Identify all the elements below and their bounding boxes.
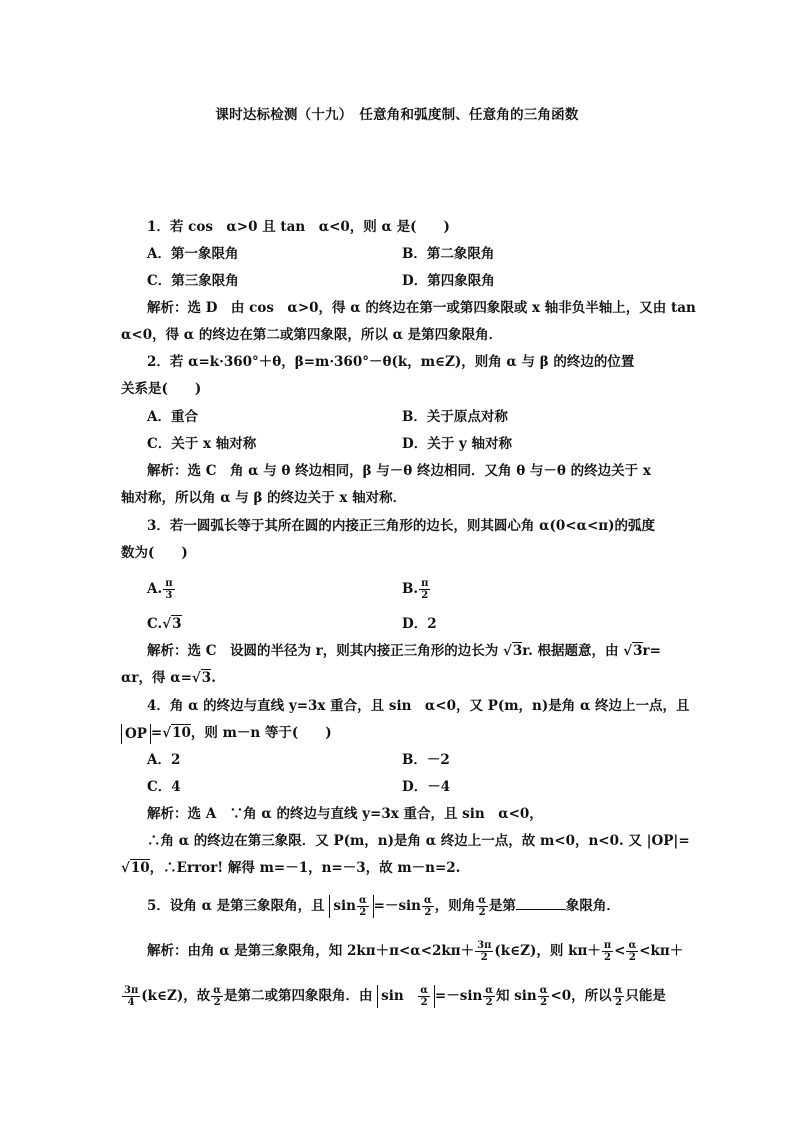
q3-option-d: D．2	[402, 616, 437, 632]
q2-option-d: D．关于 y 轴对称	[402, 436, 512, 452]
fraction: $\frac{\alpha}{2}$	[213, 985, 221, 1008]
q5-solution-line1: 解析：由角 α 是第三象限角，知 2kπ＋π<α<2kπ＋ $\frac{3\pi}{2}$ (k∈Z)，则 kπ＋ $\frac{\pi}{2}$ < $\frac{\alpha}{2}$ <kπ＋	[147, 940, 684, 963]
q1-stem: 1．若 cos α>0 且 tan α<0，则 α 是( )	[147, 219, 450, 235]
fraction: $\frac{\pi}{2}$	[421, 578, 429, 601]
fraction: $\frac{\alpha}{2}$	[539, 985, 548, 1008]
q1-option-d: D．第四象限角	[402, 273, 495, 289]
q3-stem-line2: 数为( )	[121, 545, 188, 561]
q1-solution-line2: α<0，得 α 的终边在第二或第四象限，所以 α 是第四象限角．	[121, 327, 503, 343]
q4-solution-line1: 解析：选 A ∵角 α 的终边与直线 y=3x 重合，且 sin α<0，	[147, 806, 543, 822]
fraction: $\frac{\alpha}{2}$	[420, 985, 428, 1008]
q2-stem-line1: 2．若 α=k·360°＋θ，β=m·360°－θ(k，m∈Z)，则角 α 与 β 的终边的位置	[147, 354, 635, 370]
q2-options-row2	[147, 434, 707, 454]
q4-options-row2	[147, 777, 707, 797]
q2-option-c: C．关于 x 轴对称	[147, 436, 257, 452]
q4-option-b: B．－2	[402, 752, 450, 768]
fraction: $\frac{\alpha}{2}$	[424, 895, 432, 918]
q4-option-a: A．2	[147, 752, 181, 768]
abs-sin-half-alpha: sin $\frac{\alpha}{2}$	[377, 985, 435, 1008]
q4-option-c: C．4	[147, 779, 181, 795]
fraction: $\frac{\alpha}{2}$	[485, 985, 493, 1008]
abs-sin-half-alpha: sin $\frac{\alpha}{2}$	[329, 895, 373, 918]
q1-options-row2	[147, 271, 707, 291]
q2-stem-line2: 关系是( )	[121, 381, 202, 397]
q5-stem: 5．设角 α 是第三象限角，且 sin $\frac{\alpha}{2}$ =－sin $\frac{\alpha}{2}$ ，则角 $\frac{\alpha}{2}$ 是第 象限角．	[147, 895, 620, 918]
fraction: $\frac{\pi}{3}$	[165, 578, 173, 601]
q1-option-c: C．第三象限角	[147, 273, 239, 289]
q3-option-c: C.√3	[147, 616, 182, 632]
q2-option-b: B．关于原点对称	[402, 409, 508, 425]
q3-solution-line2: αr，得 α=√3.	[121, 670, 216, 686]
answer-blank[interactable]	[516, 909, 566, 910]
q2-solution-line1: 解析：选 C 角 α 与 θ 终边相同，β 与－θ 终边相同．又角 θ 与－θ 的终边关于 x	[147, 463, 651, 479]
q1-solution-line1: 解析：选 D 由 cos α>0，得 α 的终边在第一或第四象限或 x 轴非负半轴上，又由 tan	[147, 300, 696, 316]
fraction: $\frac{\pi}{2}$	[603, 940, 612, 963]
q4-stem-line2: OP =√10，则 m－n 等于( )	[121, 723, 681, 744]
q4-stem-line1: 4．角 α 的终边与直线 y=3x 重合，且 sin α<0，又 P(m，n)是角 α 终边上一点，且	[147, 698, 690, 714]
q5-solution-line2: $\frac{3\pi}{4}$ (k∈Z)，故 $\frac{\alpha}{2}$ 是第二或第四象限角．由 sin $\frac{\alpha}{2}$ =－sin $\frac{\alpha}{2}$ 知 sin $\frac{\alpha}{2}$ <0，所以 $\frac{\alpha}{2}$ 只能是	[124, 985, 666, 1008]
q2-option-a: A．重合	[147, 409, 198, 425]
q1-options-row1	[147, 244, 707, 264]
q3-options-row2	[147, 614, 707, 634]
abs-op: OP	[121, 724, 151, 744]
q1-option-b: B．第二象限角	[402, 246, 495, 262]
q3-stem-line1: 3．若一圆弧长等于其所在圆的内接正三角形的边长，则其圆心角 α(0<α<π)的弧度	[147, 518, 656, 534]
q3-option-b: B. $\frac{\pi}{2}$	[402, 578, 429, 601]
q4-solution-line2: ∴角 α 的终边在第三象限．又 P(m，n)是角 α 终边上一点，故 m<0，n<0. 又 |OP|=	[147, 833, 690, 849]
fraction: $\frac{3\pi}{2}$	[477, 940, 492, 963]
fraction: $\frac{3\pi}{4}$	[124, 985, 139, 1008]
fraction: $\frac{\alpha}{2}$	[628, 940, 637, 963]
fraction: $\frac{\alpha}{2}$	[358, 895, 367, 918]
q2-options-row1	[147, 407, 707, 427]
q2-solution-line2: 轴对称，所以角 α 与 β 的终边关于 x 轴对称．	[121, 490, 407, 506]
q3-option-a: A. $\frac{\pi}{3}$	[147, 578, 173, 601]
fraction: $\frac{\alpha}{2}$	[614, 985, 623, 1008]
q3-solution-line1: 解析：选 C 设圆的半径为 r，则其内接正三角形的边长为 √3r. 根据题意，由 √3r=	[147, 643, 661, 659]
q3-options-row1	[147, 578, 707, 601]
q4-options-row1	[147, 750, 707, 770]
fraction: $\frac{\alpha}{2}$	[478, 895, 486, 918]
q1-option-a: A．第一象限角	[147, 246, 239, 262]
q4-option-d: D．－4	[402, 779, 451, 795]
q4-solution-line3: √10，∴Error! 解得 m=－1，n=－3，故 m－n=2.	[121, 860, 461, 876]
page-title: 课时达标检测（十九） 任意角和弧度制、任意角的三角函数	[215, 107, 579, 123]
